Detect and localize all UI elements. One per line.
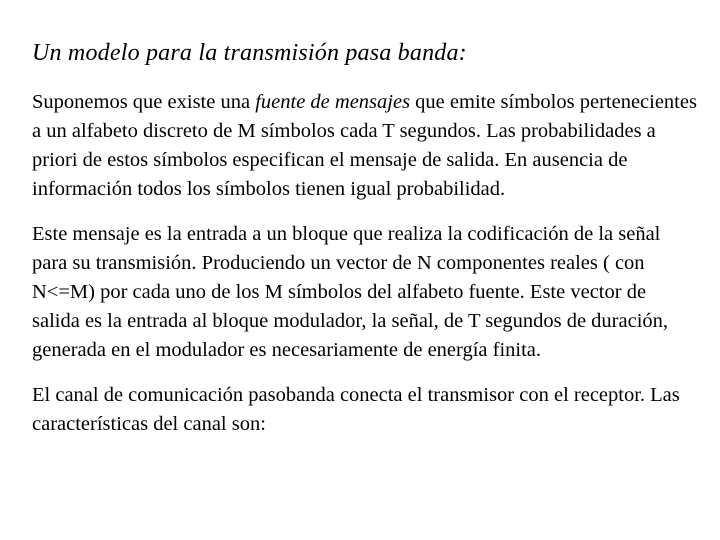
- paragraph-1-text-after: que emite símbolos pertenecientes a un alfabeto discreto de M símbolos cada T segundos. Las probabilidades a priori de estos símbolos especifican el mensaje de salida. En ausencia de información todos los símbolos tienen igual probabilidad.: [32, 91, 697, 200]
- paragraph-1-emphasis: fuente de mensajes: [255, 91, 411, 113]
- paragraph-encoding-block: Este mensaje es la entrada a un bloque que realiza la codificación de la señal para su transmisión. Produciendo un vector de N componentes reales ( con N<=M) por cada uno de los M símbolos del alfabeto fuente. Este vector de salida es la entrada al bloque modulador, la señal, de T segundos de duración, generada en el modulador es necesariamente de energía finita.: [32, 223, 669, 361]
- slide-title: Un modelo para la transmisión pasa banda:: [32, 40, 467, 66]
- paragraph-bandpass-channel: El canal de comunicación pasobanda conecta el transmisor con el receptor. Las características del canal son:: [32, 384, 680, 435]
- paragraph-message-source: [32, 88, 697, 204]
- slide-content: [32, 38, 697, 455]
- paragraph-1-text-before: Suponemos que existe una: [32, 91, 256, 113]
